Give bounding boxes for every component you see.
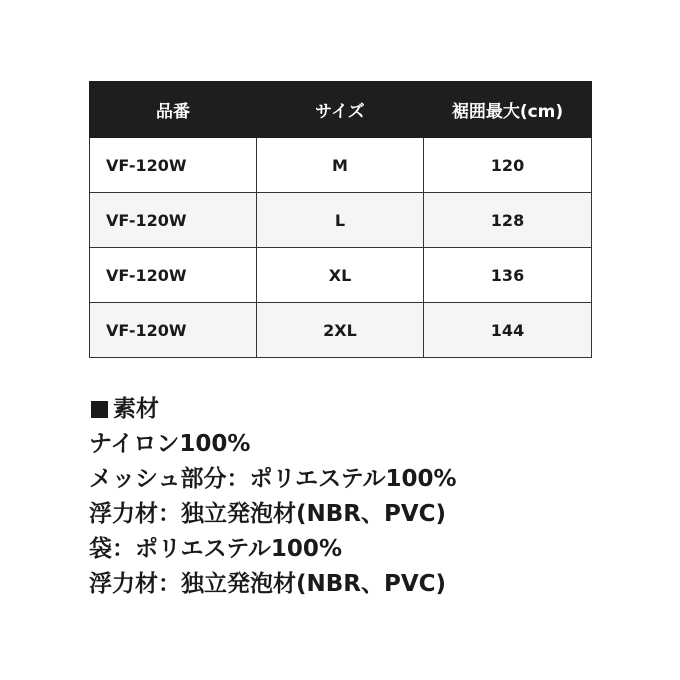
cell-max-hem: 144 — [424, 303, 592, 358]
header-max-hem: 裾囲最大(cm) — [424, 82, 592, 138]
cell-size: 2XL — [257, 303, 424, 358]
cell-product-code: VF-120W — [90, 138, 257, 193]
cell-size: M — [257, 138, 424, 193]
cell-max-hem: 136 — [424, 248, 592, 303]
material-heading-label: 素材 — [113, 396, 159, 422]
material-line: メッシュ部分：ポリエステル100% — [89, 466, 457, 492]
material-line: ナイロン100% — [89, 431, 251, 457]
table-row — [90, 248, 592, 303]
material-section — [89, 392, 649, 602]
table-row — [90, 193, 592, 248]
material-heading — [89, 392, 649, 427]
table-header-row — [90, 82, 592, 138]
cell-product-code: VF-120W — [90, 193, 257, 248]
header-product-code: 品番 — [90, 82, 257, 138]
material-line: 浮力材：独立発泡材(NBR、PVC) — [89, 501, 447, 527]
size-table — [89, 81, 592, 358]
cell-size: L — [257, 193, 424, 248]
header-size: サイズ — [257, 82, 424, 138]
material-line: 袋：ポリエステル100% — [89, 536, 342, 562]
material-line: 浮力材：独立発泡材(NBR、PVC) — [89, 571, 447, 597]
cell-max-hem: 128 — [424, 193, 592, 248]
table-row — [90, 303, 592, 358]
cell-product-code: VF-120W — [90, 303, 257, 358]
black-square-icon — [91, 401, 108, 418]
cell-size: XL — [257, 248, 424, 303]
table-row — [90, 138, 592, 193]
cell-product-code: VF-120W — [90, 248, 257, 303]
cell-max-hem: 120 — [424, 138, 592, 193]
